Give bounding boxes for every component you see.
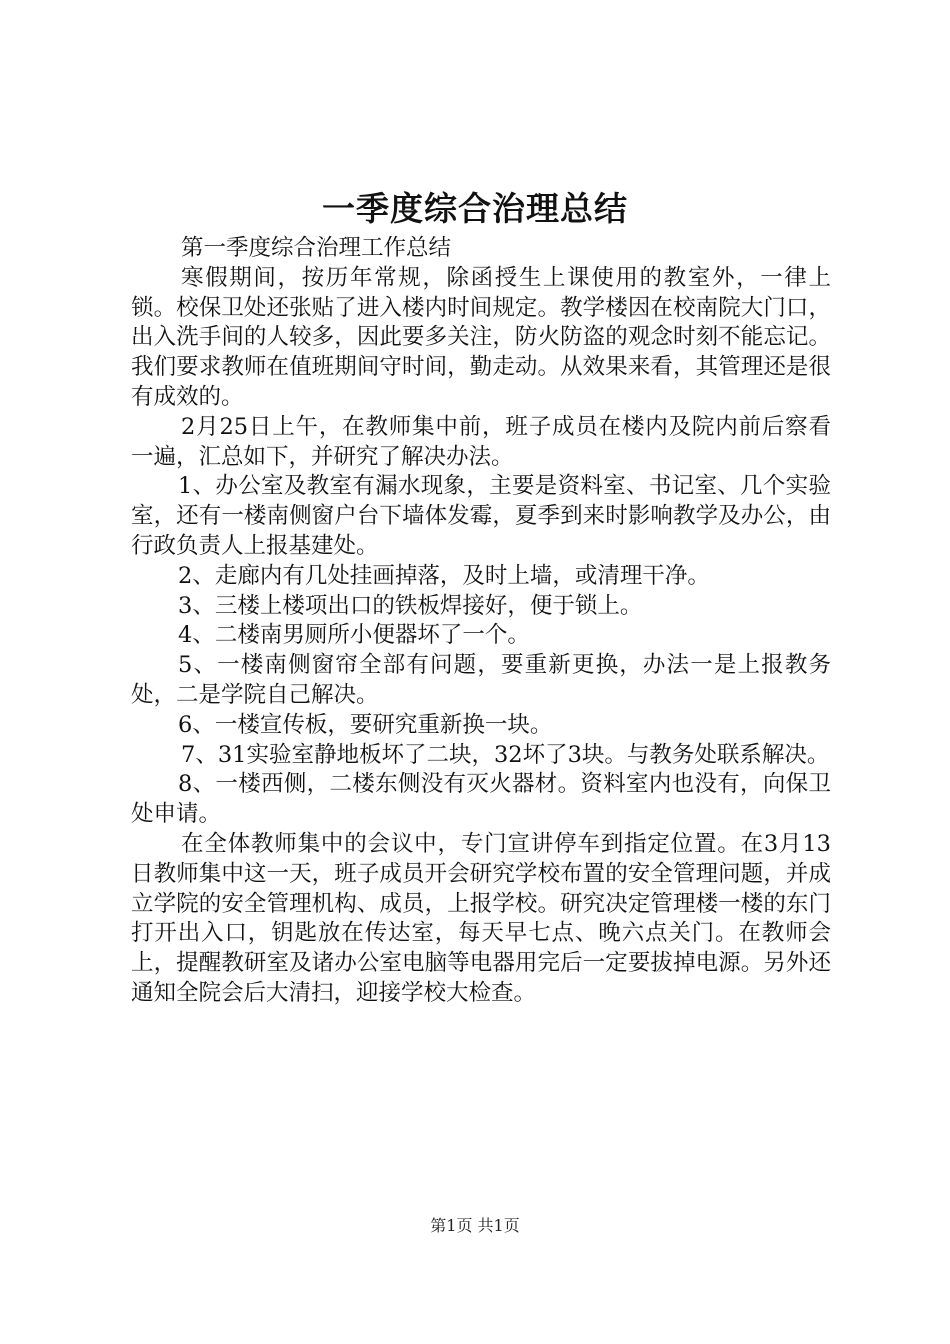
- page-total: 共1页: [477, 1216, 520, 1235]
- list-item-8: 8、一楼西侧，二楼东侧没有灭火器材。资料室内也没有，向保卫处申请。: [131, 771, 831, 828]
- list-item-3: 3、三楼上楼项出口的铁板焊接好，便于锁上。: [178, 592, 643, 619]
- list-item-7: 7、31实验室静地板坏了二块，32坏了3块。与教务处联系解决。: [181, 741, 830, 768]
- list-item-6: 6、一楼宣传板，要研究重新换一块。: [178, 711, 553, 738]
- list-item-5: 5、一楼南侧窗帘全部有问题，要重新更换，办法一是上报教务处，二是学院自己解决。: [131, 652, 831, 708]
- paragraph-inspection: 2月25日上午，在教师集中前，班子成员在楼内及院内前后察看一遍，汇总如下，并研究了解决办法。: [131, 413, 831, 470]
- document-title: 一季度综合治理总结: [322, 189, 628, 228]
- page-footer: [0, 1214, 950, 1238]
- list-item-4: 4、二楼南男厕所小便器坏了一个。: [178, 622, 530, 649]
- paragraph-meeting: 在全体教师集中的会议中，专门宣讲停车到指定位置。在3月13日教师集中这一天，班子成员开会研究学校布置的安全管理问题，并成立学院的安全管理机构、成员，上报学校。研究决定管理楼一楼的东门打开出入口，钥匙放在传达室，每天早七点、晚六点关门。在教师会上，提醒教研室及诸办公室电脑等电器用完后一定要拔掉电源。另外还通知全院会后大清扫，迎接学校大检查。: [131, 830, 831, 1006]
- paragraph-intro: 寒假期间，按历年常规，除函授生上课使用的教室外，一律上锁。校保卫处还张贴了进入楼内时间规定。教学楼因在校南院大门口，出入洗手间的人较多，因此要多关注，防火防盗的观念时刻不能忘记。我们要求教师在值班期间守时间，勤走动。从效果来看，其管理还是很有成效的。: [131, 264, 831, 410]
- document-body: [131, 234, 831, 1009]
- page-number: 第1页: [430, 1216, 473, 1235]
- paragraph-subtitle: 第一季度综合治理工作总结: [181, 235, 452, 261]
- list-item-1: 1、办公室及教室有漏水现象，主要是资料室、书记室、几个实验室，还有一楼南侧窗户台下墙体发霉，夏季到来时影响教学及办公，由行政负责人上报基建处。: [131, 473, 831, 559]
- list-item-2: 2、走廊内有几处挂画掉落，及时上墙，或清理干净。: [178, 562, 710, 589]
